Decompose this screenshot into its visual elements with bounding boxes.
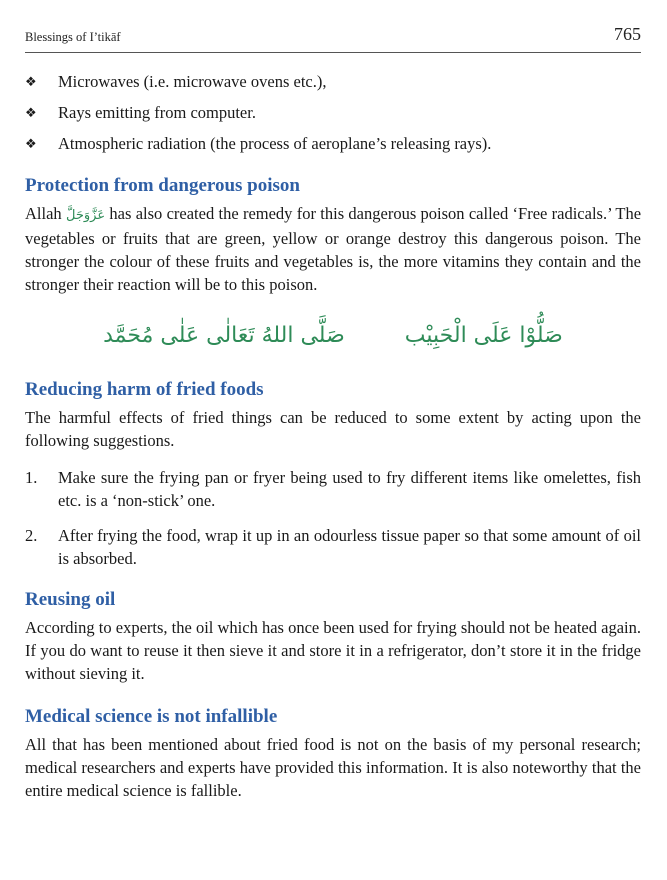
salawat-right: صَلَّى اللهُ تَعَالٰى عَلٰى مُحَمَّد [103, 323, 345, 348]
heading-medical-science: Medical science is not infallible [25, 706, 278, 727]
page-number: 765 [614, 24, 641, 44]
list-number: 1. [25, 468, 38, 487]
book-page [25, 0, 641, 802]
arabic-honorific: عَزَّوَجَلَّ [65, 208, 106, 223]
heading-reusing-oil: Reusing oil [25, 589, 116, 610]
list-item-text: Atmospheric radiation (the process of aeroplane’s releasing rays). [58, 134, 492, 153]
list-item-text: Microwaves (i.e. microwave ovens etc.), [58, 72, 327, 91]
radiation-sources-list [25, 72, 641, 154]
paragraph-protection [25, 202, 641, 296]
paragraph-medical-science: All that has been mentioned about fried food is not on the basis of my personal research; medical researchers and experts have provided this information. It is also noteworthy that the entire medical science is fallible. [25, 735, 641, 800]
running-header [25, 0, 641, 53]
salawat-line [25, 318, 641, 354]
paragraph-text: has also created the remedy for this dangerous poison called ‘Free radicals.’ The vegetables or fruits that are green, yellow or orange destroy this dangerous poison. The stronger the colour of these fruits and vegetables is, the more vitamins they contain and the stronger their reaction will be to this poison. [25, 204, 642, 294]
list-item [25, 72, 641, 92]
diamond-bullet-icon: ❖ [25, 75, 37, 90]
diamond-bullet-icon: ❖ [25, 106, 37, 121]
list-item-text: Make sure the frying pan or fryer being used to fry different items like omelettes, fish etc. is a ‘non-stick’ one. [58, 468, 641, 510]
list-item [25, 103, 641, 123]
paragraph-text: Allah [25, 204, 62, 223]
salawat-left: صَلُّوْا عَلَى الْحَبِيْب [404, 323, 563, 348]
suggestions-list [25, 466, 641, 570]
paragraph-reusing-oil: According to experts, the oil which has once been used for frying should not be heated again. If you do want to reuse it then sieve it and store it in a refrigerator, don’t store it in the fridge without sieving it. [25, 618, 641, 683]
heading-fried-foods: Reducing harm of fried foods [25, 379, 264, 400]
list-number: 2. [25, 526, 38, 545]
list-item [25, 466, 641, 512]
list-item-text: Rays emitting from computer. [58, 103, 256, 122]
list-item-text: After frying the food, wrap it up in an odourless tissue paper so that some amount of oil is absorbed. [58, 526, 641, 568]
list-item [25, 524, 641, 570]
running-title: Blessings of I’tikāf [25, 30, 121, 44]
list-item [25, 134, 641, 154]
paragraph-fried-intro: The harmful effects of fried things can be reduced to some extent by acting upon the following suggestions. [25, 408, 641, 450]
diamond-bullet-icon: ❖ [25, 137, 37, 152]
heading-protection: Protection from dangerous poison [25, 175, 300, 196]
